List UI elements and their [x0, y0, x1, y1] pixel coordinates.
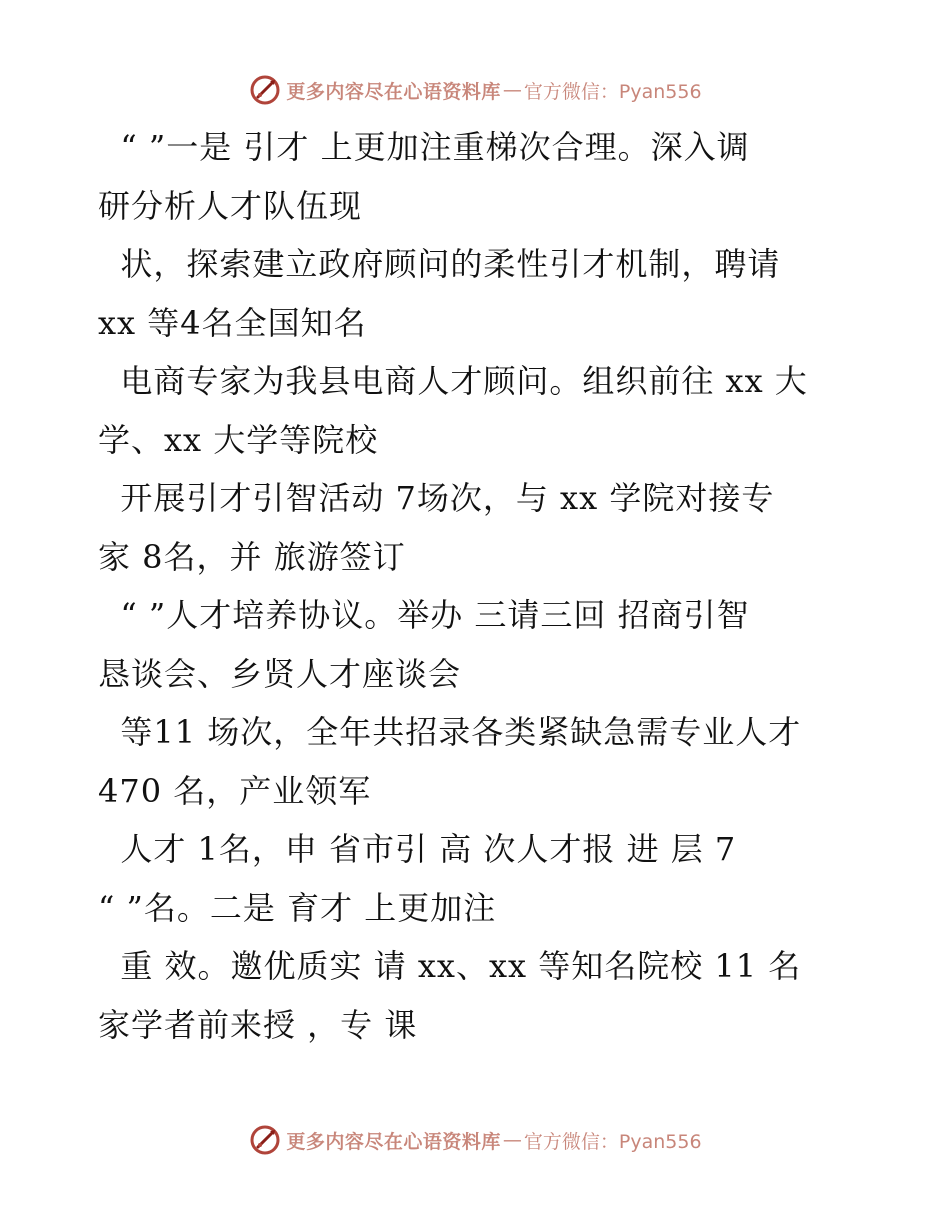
text-line: “ ”名。二是 育才 上更加注 — [98, 888, 497, 927]
text-line: 人才 1名，申 省市引 高 次人才报 进 层 7 — [98, 830, 737, 868]
text-line: “ ”一是 引才 上更加注重梯次合理。深入调 — [98, 128, 750, 166]
document-body — [98, 118, 898, 1054]
text-line: “ ”人才培养协议。举办 三请三回 招商引智 — [98, 596, 750, 634]
text-line: 重 效。邀优质实 请 xx、xx 等知名院校 11 名 — [98, 947, 802, 985]
text-line: 状，探索建立政府顾问的柔性引才机制，聘请 — [98, 245, 781, 283]
banner-brand-text: 更多内容尽在心语资料库 — [286, 1130, 501, 1153]
text-line: 470 名，产业领军 — [98, 771, 372, 810]
brand-logo-icon — [248, 73, 282, 107]
text-line: 家学者前来授 ，专 课 — [98, 1005, 418, 1044]
text-line: 学、xx 大学等院校 — [98, 420, 379, 459]
banner-separator: — — [502, 79, 522, 101]
brand-logo-icon — [248, 1123, 282, 1157]
banner-brand-text: 更多内容尽在心语资料库 — [286, 80, 501, 103]
text-line: 等11 场次，全年共招录各类紧缺急需专业人才 — [98, 713, 802, 751]
banner-separator: — — [502, 1129, 522, 1151]
banner-wechat-text: 官方微信：Pyan556 — [523, 80, 702, 103]
text-line: xx 等4名全国知名 — [98, 303, 367, 342]
text-line: 研分析人才队伍现 — [98, 186, 363, 225]
text-line: 电商专家为我县电商人才顾问。组织前往 xx 大 — [98, 362, 808, 400]
header-banner — [0, 70, 950, 110]
banner-wechat-text: 官方微信：Pyan556 — [523, 1130, 702, 1153]
text-line: 开展引才引智活动 7场次，与 xx 学院对接专 — [98, 479, 775, 517]
footer-banner — [0, 1120, 950, 1160]
text-line: 家 8名，并 旅游签订 — [98, 537, 406, 576]
text-line: 恳谈会、乡贤人才座谈会 — [98, 654, 462, 693]
